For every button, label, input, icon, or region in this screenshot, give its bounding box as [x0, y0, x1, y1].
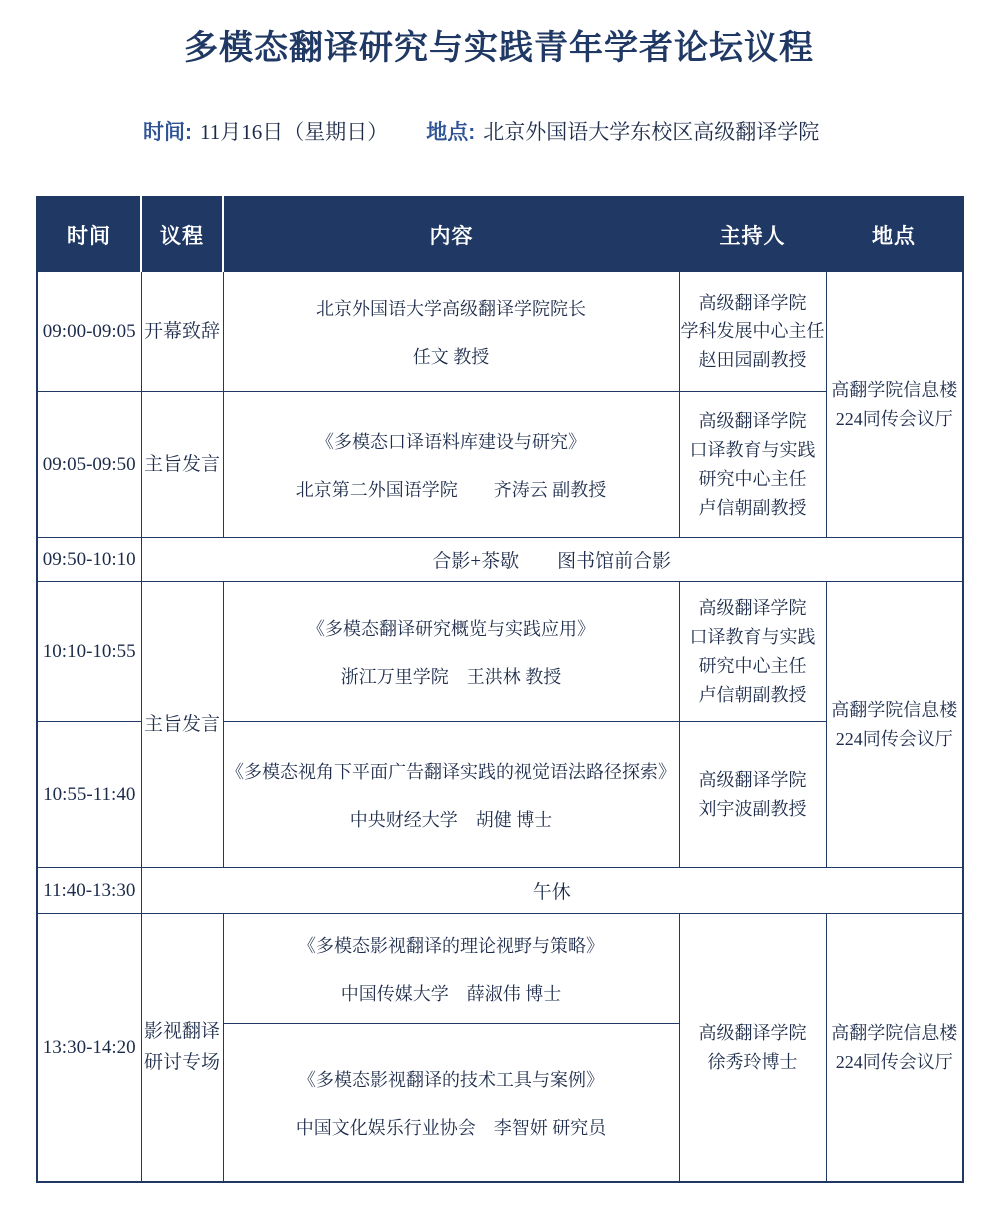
host-cell	[679, 272, 826, 392]
host-cell	[679, 722, 826, 868]
time-cell: 09:00-09:05	[37, 272, 141, 392]
host-line: 高级翻译学院	[698, 770, 807, 791]
content-title-line: 《多模态口译语料库建设与研究》	[316, 431, 586, 452]
content-speaker-line: 中国文化娱乐行业协会 李智妍 研究员	[295, 1117, 607, 1138]
content-cell	[223, 914, 679, 1024]
content-title-line: 《多模态翻译研究概览与实践应用》	[307, 618, 595, 639]
col-header-content: 内容	[223, 197, 679, 272]
content-title-line: 《多模态影视翻译的理论视野与策略》	[298, 935, 604, 956]
col-header-agenda: 议程	[141, 197, 223, 272]
host-line: 高级翻译学院	[698, 292, 807, 313]
break-cell: 午休	[141, 868, 963, 914]
location-line: 224同传会议厅	[835, 1051, 953, 1072]
agenda-line: 研讨专场	[143, 1051, 220, 1073]
meta-place-value: 北京外国语大学东校区高级翻译学院	[483, 119, 820, 144]
location-cell	[826, 582, 963, 868]
host-line: 徐秀玲博士	[707, 1051, 798, 1072]
location-line: 224同传会议厅	[835, 728, 953, 749]
host-line: 卢信朝副教授	[698, 684, 807, 705]
agenda-cell: 开幕致辞	[141, 272, 223, 392]
content-cell	[223, 582, 679, 722]
meta-place-label: 地点:	[426, 120, 476, 144]
host-line: 刘宇波副教授	[698, 798, 807, 819]
content-speaker-line: 北京第二外国语学院 齐涛云 副教授	[295, 479, 607, 500]
host-line: 卢信朝副教授	[698, 497, 807, 518]
time-cell: 09:50-10:10	[37, 538, 141, 582]
col-header-place: 地点	[826, 197, 963, 272]
content-title-line: 北京外国语大学高级翻译学院院长	[316, 298, 586, 319]
host-cell	[679, 582, 826, 722]
break-cell: 合影+茶歇 图书馆前合影	[141, 538, 963, 582]
agenda-table	[36, 196, 964, 1183]
content-cell	[223, 392, 679, 538]
location-cell	[826, 914, 963, 1182]
host-line: 口译教育与实践	[689, 627, 816, 648]
host-line: 口译教育与实践	[689, 440, 816, 461]
host-line: 高级翻译学院	[698, 411, 807, 432]
meta-time-label: 时间:	[143, 120, 192, 144]
time-cell: 13:30-14:20	[37, 914, 141, 1182]
content-speaker-line: 中国传媒大学 薛淑伟 博士	[340, 983, 562, 1004]
meta-time-value: 11月16日（星期日）	[200, 119, 389, 144]
host-line: 研究中心主任	[698, 468, 807, 489]
host-line: 高级翻译学院	[698, 1022, 807, 1043]
row-film-session-1	[37, 914, 963, 1024]
content-cell	[223, 1024, 679, 1182]
agenda-cell	[141, 914, 223, 1182]
row-keynote-2	[37, 582, 963, 722]
row-lunch-break	[37, 868, 963, 914]
host-line: 高级翻译学院	[698, 598, 807, 619]
content-speaker-line: 中央财经大学 胡健 博士	[349, 809, 553, 830]
content-title-line: 《多模态影视翻译的技术工具与案例》	[298, 1069, 604, 1090]
host-line: 学科发展中心主任	[680, 321, 825, 342]
location-line: 高翻学院信息楼	[831, 380, 958, 401]
content-cell	[223, 722, 679, 868]
time-cell: 11:40-13:30	[37, 868, 141, 914]
host-cell	[679, 914, 826, 1182]
host-cell	[679, 392, 826, 538]
page-title: 多模态翻译研究与实践青年学者论坛议程	[184, 29, 814, 67]
time-cell: 10:10-10:55	[37, 582, 141, 722]
row-opening	[37, 272, 963, 392]
row-keynote-1	[37, 392, 963, 538]
content-speaker-line: 任文 教授	[412, 346, 490, 367]
content-title-line: 《多模态视角下平面广告翻译实践的视觉语法路径探索》	[226, 761, 676, 782]
agenda-line: 影视翻译	[143, 1021, 220, 1043]
time-cell: 09:05-09:50	[37, 392, 141, 538]
host-line: 赵田园副教授	[698, 350, 807, 371]
host-line: 研究中心主任	[698, 655, 807, 676]
agenda-cell: 主旨发言	[141, 392, 223, 538]
time-cell: 10:55-11:40	[37, 722, 141, 868]
content-speaker-line: 浙江万里学院 王洪林 教授	[340, 666, 562, 687]
agenda-cell: 主旨发言	[141, 582, 223, 868]
location-line: 高翻学院信息楼	[831, 1022, 958, 1043]
row-photo-break	[37, 538, 963, 582]
header-row	[37, 197, 963, 272]
col-header-time: 时间	[37, 197, 141, 272]
content-cell	[223, 272, 679, 392]
col-header-host: 主持人	[679, 197, 826, 272]
location-line: 224同传会议厅	[835, 408, 953, 429]
location-cell	[826, 272, 963, 538]
meta-line	[143, 116, 998, 146]
location-line: 高翻学院信息楼	[831, 700, 958, 721]
